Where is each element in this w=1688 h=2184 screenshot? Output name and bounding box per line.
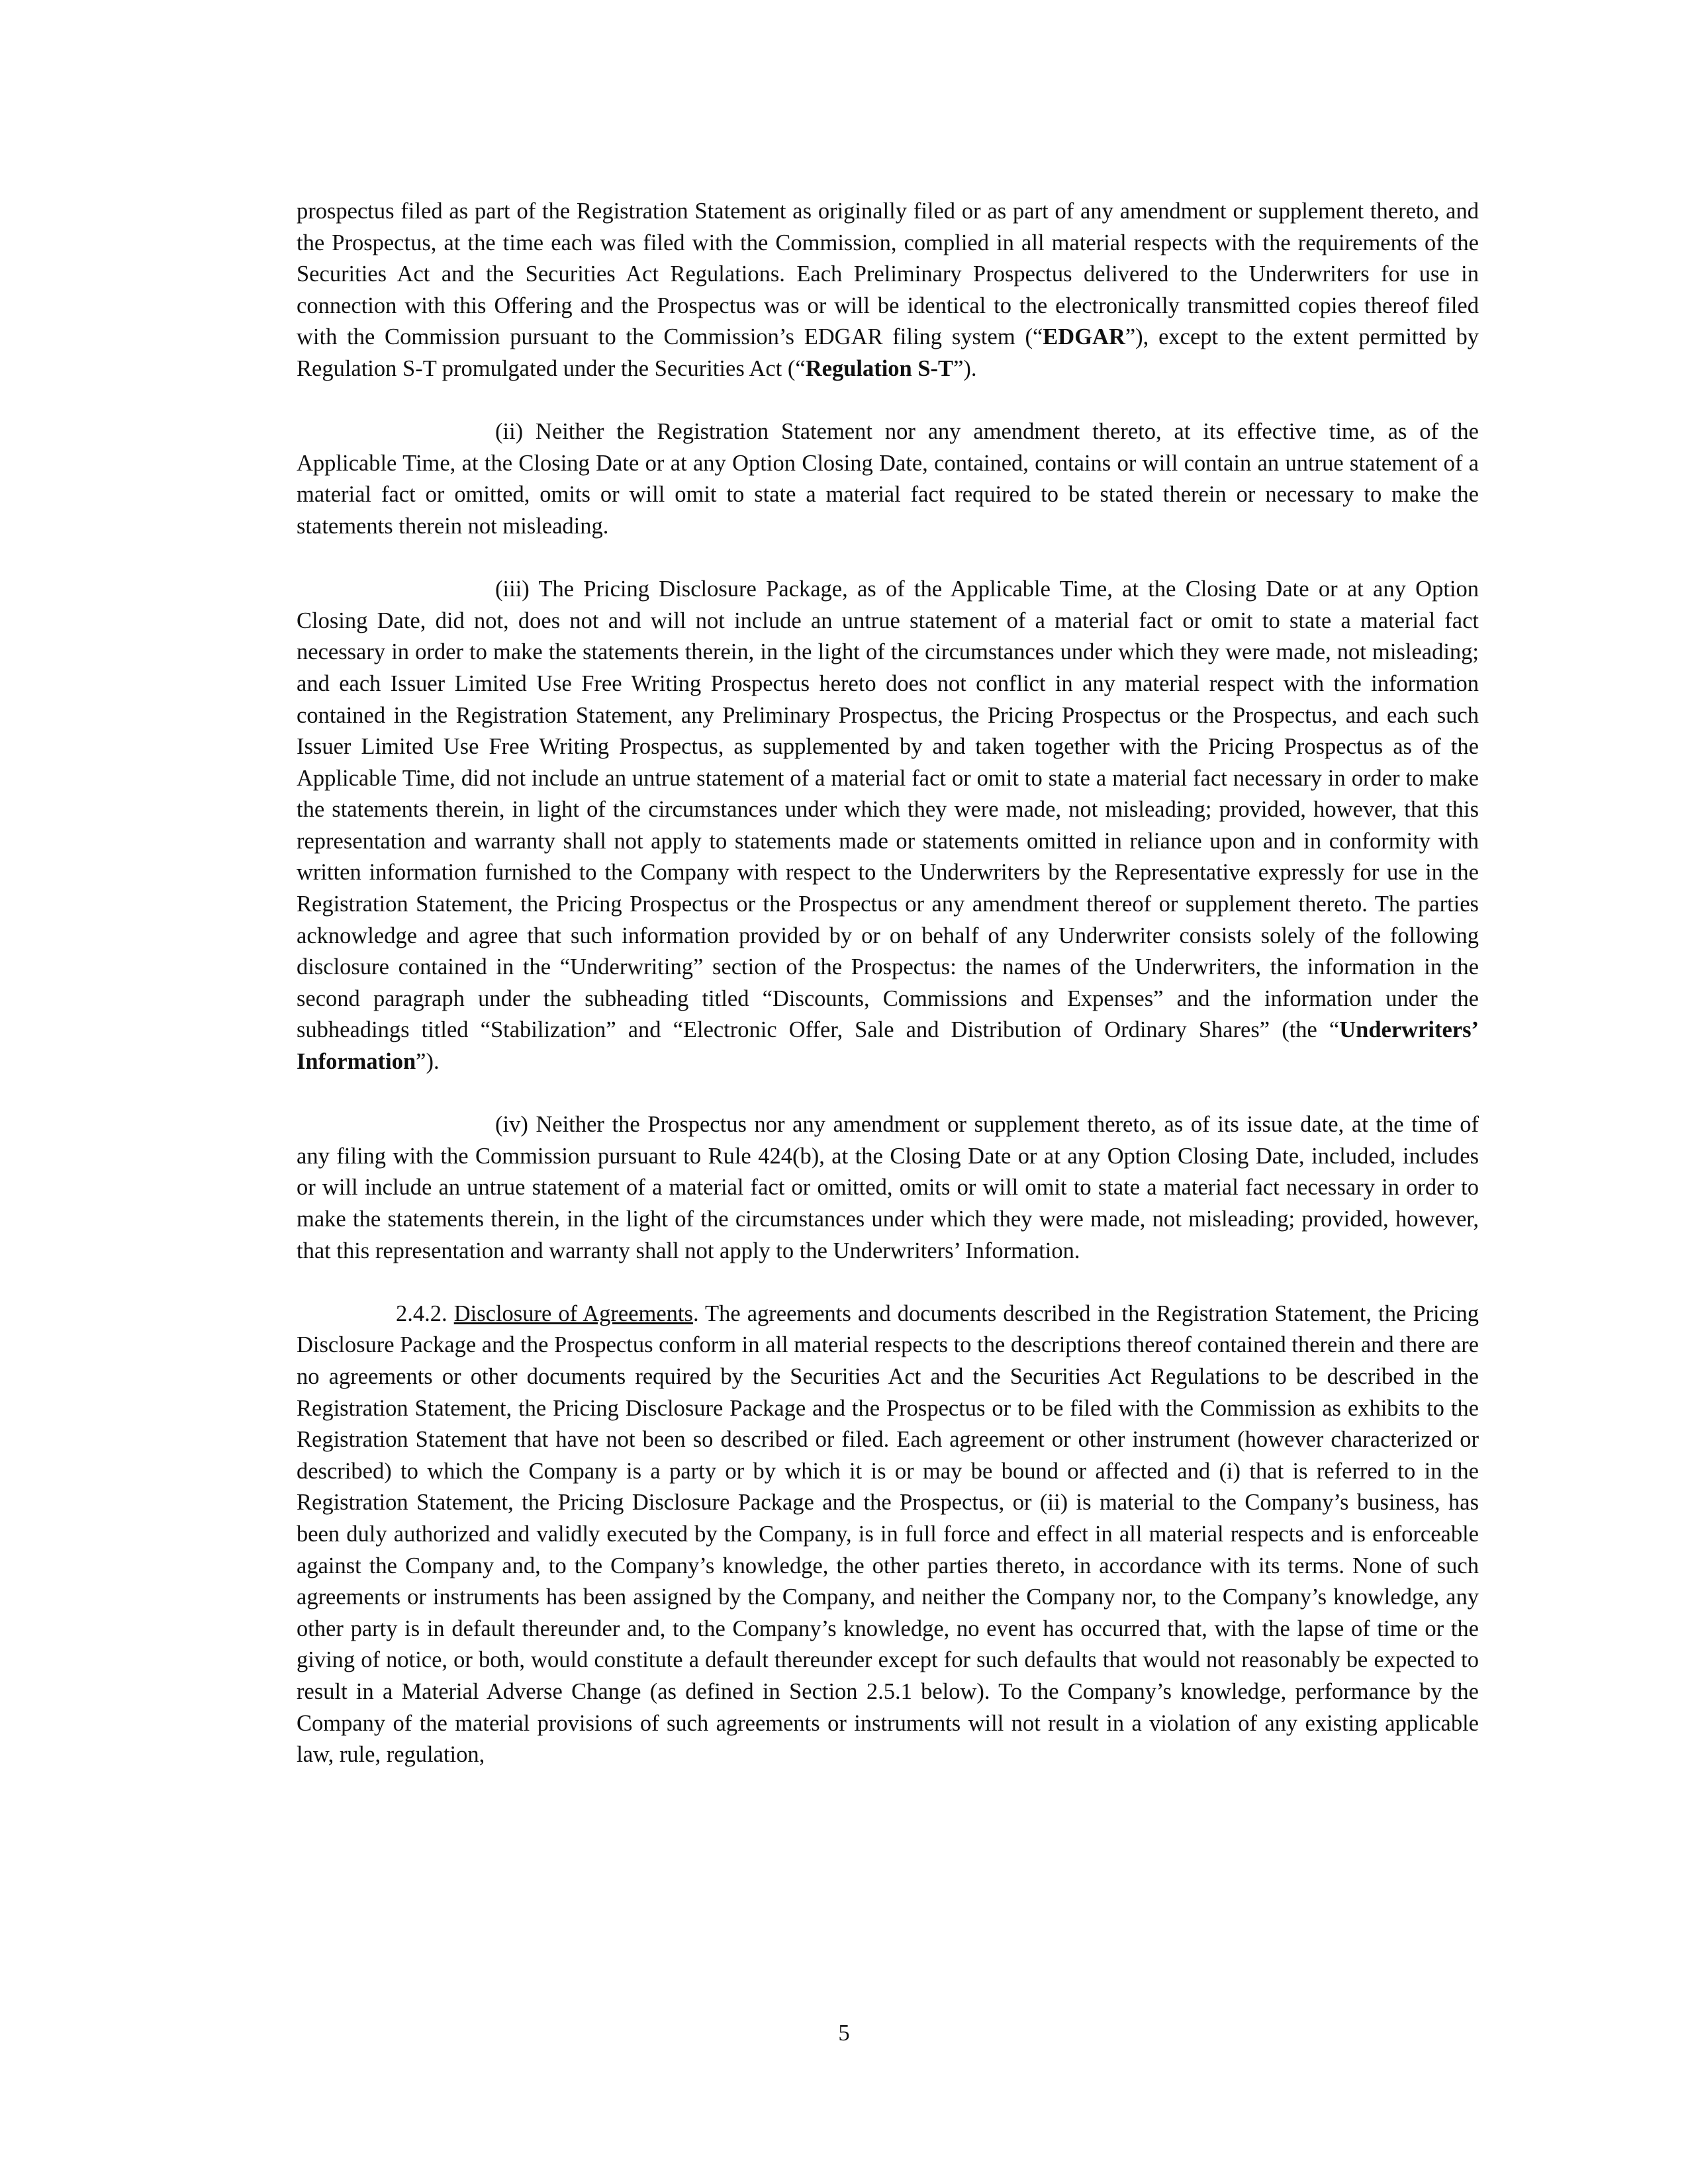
paragraph-prospectus-compliance [297, 196, 1479, 385]
defined-term-edgar: EDGAR [1043, 324, 1125, 350]
text-run: prospectus filed as part of the Registration Statement as originally filed or as part of any amendment or supplement thereto, and the Prospectus, at the time each was filed with the Commission, complied in all material respects with the requirements of the Securities Act and the Securities Act Regulations. Each Preliminary Prospectus delivered to the Underwriters for use in connection with this Offering and the Prospectus was or will be identical to the electronically transmitted copies thereof filed with the Commission pursuant to the Commission’s EDGAR filing system (“ [297, 199, 1479, 350]
text-run: . The agreements and documents described in the Registration Statement, the Pricing Disclosure Package and the Prospectus conform in all material respects to the descriptions thereof contained therein and there are no agreements or other documents required by the Securities Act and the Securities Act Regulations to be described in the Registration Statement, the Pricing Disclosure Package and the Prospectus or to be filed with the Commission as exhibits to the Registration Statement that have not been so described or filed. Each agreement or other instrument (however characterized or described) to which the Company is a party or by which it is or may be bound or affected and (i) that is referred to in the Registration Statement, the Pricing Disclosure Package and the Prospectus, or (ii) is material to the Company’s business, has been duly authorized and validly executed by the Company, is in full force and effect in all material respects and is enforceable against the Company and, to the Company’s knowledge, the other parties thereto, in accordance with its terms. None of such agreements or instruments has been assigned by the Company, and neither the Company nor, to the Company’s knowledge, any other party is in default thereunder and, to the Company’s knowledge, no event has occurred that, with the lapse of time or the giving of notice, or both, would constitute a default thereunder except for such defaults that would not reasonably be expected to result in a Material Adverse Change (as defined in Section 2.5.1 below). To the Company’s knowledge, performance by the Company of the material provisions of such agreements or instruments will not result in a violation of any existing applicable law, rule, regulation, [297, 1300, 1479, 1768]
section-2-4-2-disclosure-of-agreements [297, 1298, 1479, 1771]
page-number: 5 [838, 2021, 850, 2046]
text-run: ”). [416, 1049, 440, 1075]
text-run: ”). [953, 355, 977, 381]
defined-term-underwriters-information: Underwriters’ Information [297, 1017, 1479, 1075]
paragraph-ii-registration-statement: (ii) Neither the Registration Statement nor any amendment thereto, at its effective time, as of the Applicable Time, at the Closing Date or at any Option Closing Date, contained, contains or will contain an untrue statement of a material fact or omitted, omits or will omit to state a material fact required to be stated therein or necessary to make the statements therein not misleading. [297, 419, 1479, 539]
defined-term-regulation-s-t: Regulation S-T [805, 355, 954, 381]
text-run: ”), except to the extent permitted by Regulation S-T promulgated under the Securities Act (“ [297, 324, 1479, 381]
document-body [297, 196, 1479, 1802]
section-heading: Disclosure of Agreements [453, 1300, 693, 1326]
section-number: 2.4.2. [396, 1300, 454, 1326]
paragraph-iv-prospectus: (iv) Neither the Prospectus nor any amendment or supplement thereto, as of its issue date, at the time of any filing with the Commission pursuant to Rule 424(b), at the Closing Date or at any Option Closing Date, included, includes or will include an untrue statement of a material fact or omitted, omits or will omit to state a material fact necessary in order to make the statements therein, in the light of the circumstances under which they were made, not misleading; provided, however, that this representation and warranty shall not apply to the Underwriters’ Information. [297, 1112, 1479, 1263]
text-run: (iii) The Pricing Disclosure Package, as of the Applicable Time, at the Closing Date or at any Option Closing Date, did not, does not and will not include an untrue statement of a material fact or omit to state a material fact necessary in order to make the statements therein, in the light of the circumstances under which they were made, not misleading; and each Issuer Limited Use Free Writing Prospectus hereto does not conflict in any material respect with the information contained in the Registration Statement, any Preliminary Prospectus, the Pricing Prospectus or the Prospectus, and each such Issuer Limited Use Free Writing Prospectus, as supplemented by and taken together with the Pricing Prospectus as of the Applicable Time, did not include an untrue statement of a material fact or omit to state a material fact necessary in order to make the statements therein, in light of the circumstances under which they were made, not misleading; provided, however, that this representation and warranty shall not apply to statements made or statements omitted in reliance upon and in conformity with written information furnished to the Company with respect to the Underwriters by the Representative expressly for use in the Registration Statement, the Pricing Prospectus or the Prospectus or any amendment thereof or supplement thereto. The parties acknowledge and agree that such information provided by or on behalf of any Underwriter consists solely of the following disclosure contained in the “Underwriting” section of the Prospectus: the names of the Underwriters, the information in the second paragraph under the subheading titled “Discounts, Commissions and Expenses” and the information under the subheadings titled “Stabilization” and “Electronic Offer, Sale and Distribution of Ordinary Shares” (the “ [297, 576, 1479, 1043]
paragraph-iii-pricing-disclosure [297, 574, 1479, 1078]
